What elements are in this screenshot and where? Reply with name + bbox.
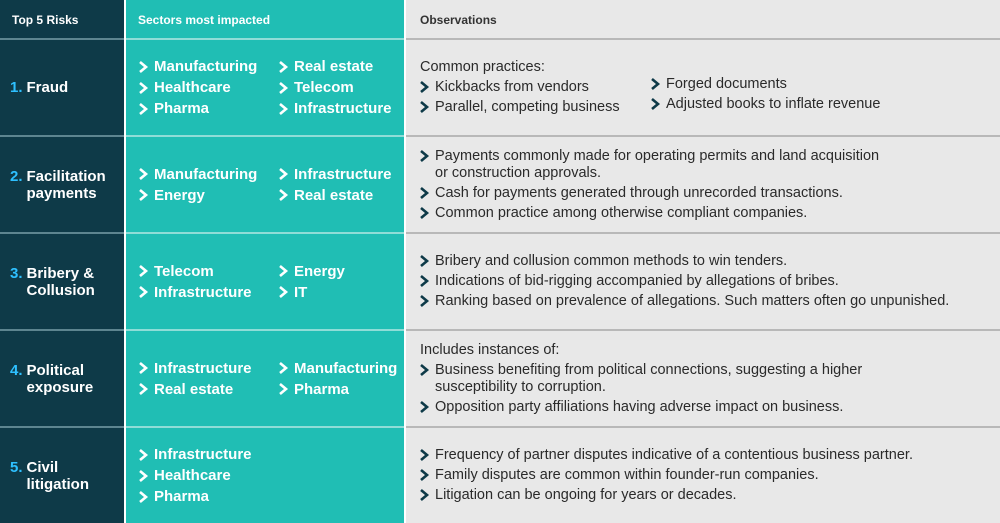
sector-item: Energy [137,187,277,204]
observations-cell-litigation [406,428,1000,523]
sector-item: Infrastructure [137,284,277,301]
observation-item: Adjusted books to inflate revenue [649,96,979,116]
risk-label: Bribery & Collusion [26,264,95,299]
observation-item: Cash for payments generated through unrecorded transactions. [418,185,1000,202]
chevron-right-icon [418,255,430,267]
observation-item: Kickbacks from vendors [418,79,649,96]
chevron-right-icon [418,150,430,162]
risk-label: Fraud [26,79,69,96]
risk-cell-facilitation [0,137,124,232]
chevron-right-icon [137,491,149,503]
sector-item: Manufacturing [137,166,277,183]
sectors-cell-facilitation [126,137,404,232]
sector-item: Telecom [137,263,277,280]
observations-cell-political [406,331,1000,426]
chevron-right-icon [277,61,289,73]
chevron-right-icon [137,189,149,201]
chevron-right-icon [137,265,149,277]
chevron-right-icon [137,449,149,461]
observation-item: Parallel, competing business [418,99,649,116]
sector-item: Energy [277,263,407,280]
chevron-right-icon [418,469,430,481]
risk-cell-litigation [0,428,124,523]
chevron-right-icon [277,383,289,395]
observations-cell-fraud [406,40,1000,135]
observations-cell-facilitation [406,137,1000,232]
chevron-right-icon [418,401,430,413]
chevron-right-icon [277,168,289,180]
chevron-right-icon [137,61,149,73]
header-sectors: Sectors most impacted [126,0,404,38]
chevron-right-icon [418,81,430,93]
observation-item: Common practice among otherwise compliant companies. [418,205,1000,222]
risk-number: 1. [10,79,23,96]
risk-label: Political exposure [26,361,94,396]
risk-number: 2. [10,167,23,185]
sector-item: Real estate [277,58,407,75]
chevron-right-icon [418,275,430,287]
chevron-right-icon [277,189,289,201]
chevron-right-icon [137,103,149,115]
chevron-right-icon [137,82,149,94]
risk-cell-bribery [0,234,124,329]
risk-cell-fraud [0,40,124,135]
chevron-right-icon [277,82,289,94]
chevron-right-icon [418,449,430,461]
sector-item: Pharma [277,381,407,398]
sector-item: Healthcare [137,467,277,484]
sector-item: Healthcare [137,79,277,96]
sector-item: IT [277,284,407,301]
risk-number: 3. [10,264,23,282]
header-observations: Observations [406,0,1000,38]
sector-item: Manufacturing [137,58,277,75]
chevron-right-icon [649,78,661,90]
chevron-right-icon [418,187,430,199]
chevron-right-icon [277,286,289,298]
risk-label: Facilitation payments [26,167,106,202]
sector-item: Real estate [137,381,277,398]
sector-item: Pharma [137,488,277,505]
observation-item: Payments commonly made for operating permits and land acquisition or construction approvals. [418,148,1000,182]
risk-number: 5. [10,458,23,476]
observations-cell-bribery [406,234,1000,329]
observation-item: Opposition party affiliations having adverse impact on business. [418,399,1000,416]
sectors-cell-political [126,331,404,426]
sectors-cell-bribery [126,234,404,329]
sector-item: Infrastructure [277,100,407,117]
risk-number: 4. [10,361,23,379]
sector-item: Pharma [137,100,277,117]
sector-item: Infrastructure [277,166,407,183]
chevron-right-icon [137,383,149,395]
risk-label: Civil litigation [26,458,90,493]
observation-item: Business benefiting from political connections, suggesting a higher susceptibility to corruption. [418,362,1000,396]
chevron-right-icon [418,364,430,376]
chevron-right-icon [137,168,149,180]
chevron-right-icon [137,286,149,298]
chevron-right-icon [418,295,430,307]
chevron-right-icon [418,101,430,113]
chevron-right-icon [277,103,289,115]
chevron-right-icon [137,362,149,374]
sector-item: Real estate [277,187,407,204]
observation-intro: Includes instances of: [420,341,560,358]
header-top-risks: Top 5 Risks [0,0,124,38]
chevron-right-icon [277,362,289,374]
chevron-right-icon [277,265,289,277]
sector-item: Manufacturing [277,360,407,377]
sector-item: Infrastructure [137,446,277,463]
sectors-cell-litigation [126,428,404,523]
observation-item: Bribery and collusion common methods to win tenders. [418,253,1000,270]
chevron-right-icon [418,207,430,219]
observation-item: Indications of bid-rigging accompanied by allegations of bribes. [418,273,1000,290]
observation-intro: Common practices: [420,59,545,75]
sector-item: Telecom [277,79,407,96]
observation-item: Forged documents [649,76,979,96]
chevron-right-icon [649,98,661,110]
risk-cell-political [0,331,124,426]
observation-item: Frequency of partner disputes indicative of a contentious business partner. [418,447,1000,464]
observation-item: Family disputes are common within founder-run companies. [418,467,1000,484]
sector-item: Infrastructure [137,360,277,377]
sectors-cell-fraud [126,40,404,135]
observation-item: Ranking based on prevalence of allegations. Such matters often go unpunished. [418,293,1000,310]
chevron-right-icon [137,470,149,482]
chevron-right-icon [418,489,430,501]
observation-item: Litigation can be ongoing for years or decades. [418,487,1000,504]
